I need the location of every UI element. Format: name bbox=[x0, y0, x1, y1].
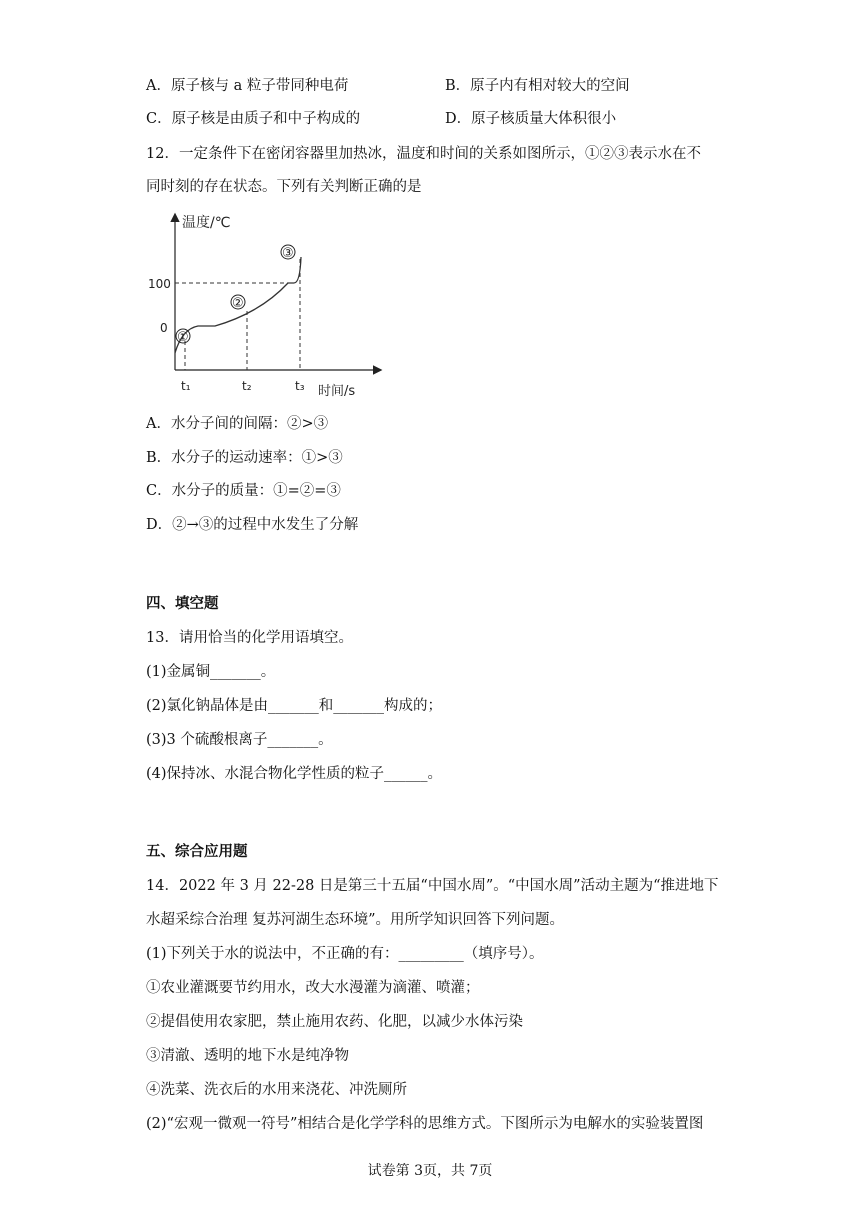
state-label-3: ③ bbox=[282, 246, 294, 261]
q12-option-b: B．水分子的运动速率：①>③ bbox=[146, 450, 343, 466]
q11-option-a: A．原子核与 a 粒子带同种电荷 bbox=[146, 78, 349, 94]
q14-sub2: (2)“宏观一微观一符号”相结合是化学学科的思维方式。下图所示为电解水的实验装置图 bbox=[146, 1116, 704, 1132]
q13-part3: (3)3 个硫酸根离子_______。 bbox=[146, 732, 333, 748]
q13-part4: (4)保持冰、水混合物化学性质的粒子______。 bbox=[146, 766, 443, 782]
q14-item2: ②提倡使用农家肥，禁止施用农药、化肥，以减少水体污染 bbox=[146, 1014, 523, 1030]
q12-option-a: A．水分子间的间隔：②>③ bbox=[146, 416, 329, 432]
q13-part2: (2)氯化钠晶体是由_______和_______构成的； bbox=[146, 698, 443, 714]
q12-option-c: C．水分子的质量：①=②=③ bbox=[146, 483, 341, 499]
q12-stem-line1: 12．一定条件下在密闭容器里加热冰，温度和时间的关系如图所示，①②③表示水在不 bbox=[146, 146, 701, 162]
q13-stem: 13．请用恰当的化学用语填空。 bbox=[146, 630, 353, 646]
temperature-time-chart bbox=[140, 205, 400, 400]
q14-sub1: (1)下列关于水的说法中，不正确的有：_________（填序号）。 bbox=[146, 946, 544, 962]
q11-option-c: C．原子核是由质子和中子构成的 bbox=[146, 111, 361, 127]
x-tick-label: t₁ bbox=[181, 379, 191, 393]
state-label-1: ① bbox=[177, 330, 189, 345]
q13-part1: (1)金属铜_______。 bbox=[146, 664, 276, 680]
q12-option-d: D．②→③的过程中水发生了分解 bbox=[146, 517, 359, 533]
x-axis-label: 时间/s bbox=[318, 384, 356, 399]
q14-item4: ④洗菜、洗衣后的水用来浇花、冲洗厕所 bbox=[146, 1082, 407, 1098]
q11-option-b: B．原子内有相对较大的空间 bbox=[445, 78, 630, 94]
section5-title: 五、综合应用题 bbox=[146, 843, 248, 860]
page-footer: 试卷第 3页，共 7页 bbox=[367, 1163, 493, 1179]
q14-item1: ①农业灌溉要节约用水，改大水漫灌为滴灌、喷灌； bbox=[146, 980, 480, 996]
y-tick-label: 100 bbox=[148, 277, 171, 291]
q14-stem-line1: 14．2022 年 3 月 22-28 日是第三十五届“中国水周”。“中国水周”活动主题为“推进地下 bbox=[146, 878, 719, 894]
state-label-2: ② bbox=[232, 296, 244, 311]
q11-option-d: D．原子核质量大体积很小 bbox=[445, 111, 617, 127]
q14-stem-line2: 水超采综合治理 复苏河湖生态环境”。用所学知识回答下列问题。 bbox=[146, 912, 565, 928]
y-tick-label: 0 bbox=[160, 321, 168, 335]
section4-title: 四、填空题 bbox=[146, 595, 219, 612]
q12-stem-line2: 同时刻的存在状态。下列有关判断正确的是 bbox=[146, 179, 422, 195]
x-tick-label: t₂ bbox=[242, 379, 252, 393]
q14-item3: ③清澈、透明的地下水是纯净物 bbox=[146, 1048, 349, 1064]
y-axis-label: 温度/℃ bbox=[182, 215, 231, 231]
x-tick-label: t₃ bbox=[295, 379, 305, 393]
